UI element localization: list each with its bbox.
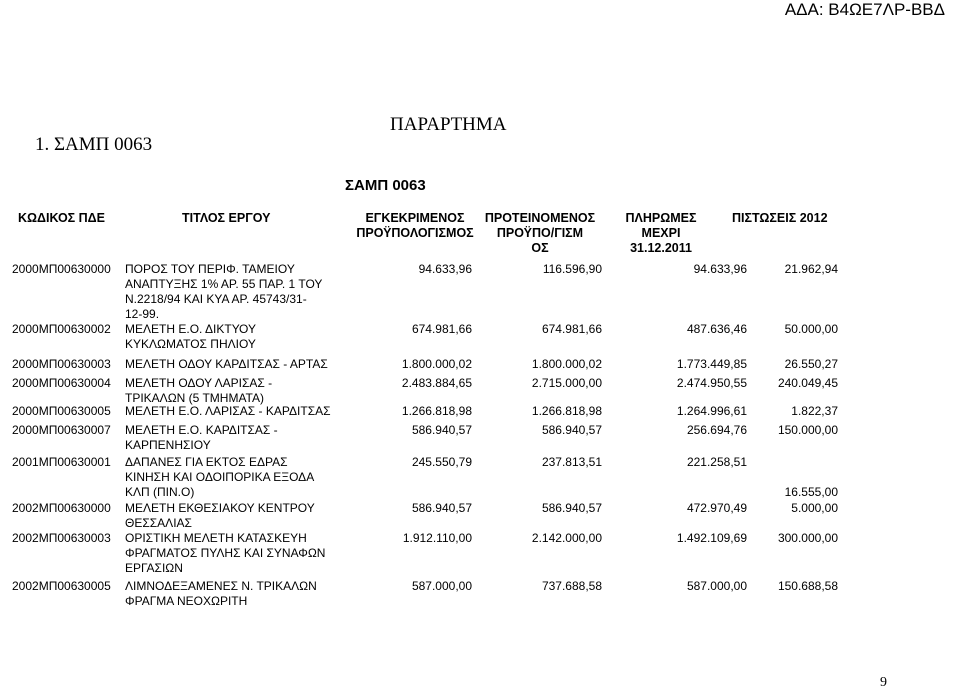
row-code: 2000ΜΠ00630002 (12, 322, 111, 336)
row-code: 2000ΜΠ00630000 (12, 262, 111, 276)
row-approved: 586.940,57 (411, 501, 472, 515)
row-title-line: ΜΕΛΕΤΗ Ε.Ο. ΔΙΚΤΥΟΥ (125, 322, 256, 336)
header-payments-line: ΠΛΗΡΩΜΕΣ (625, 211, 697, 225)
row-payments: 221.258,51 (686, 455, 747, 469)
row-title-line: ΜΕΛΕΤΗ ΕΚΘΕΣΙΑΚΟΥ ΚΕΝΤΡΟΥ (125, 501, 315, 515)
row-title-line: ΤΡΙΚΑΛΩΝ (5 ΤΜΗΜΑΤΑ) (125, 391, 264, 405)
row-title-line: ΚΙΝΗΣΗ ΚΑΙ ΟΔΟΙΠΟΡΙΚΑ ΕΞΟΔΑ (125, 470, 315, 484)
row-approved: 586.940,57 (411, 423, 472, 437)
row-title (125, 501, 340, 531)
page-number: 9 (880, 675, 887, 690)
row-proposed: 674.981,66 (541, 322, 602, 336)
row-approved: 587.000,00 (411, 579, 472, 593)
row-code: 2001ΜΠ00630001 (12, 455, 111, 469)
row-title (125, 579, 340, 609)
row-credits: 300.000,00 (777, 531, 838, 545)
row-payments: 1.492.109,69 (676, 531, 747, 545)
row-payments: 1.264.996,61 (676, 404, 747, 418)
row-title (125, 357, 340, 372)
row-title-line: ΚΥΚΛΩΜΑΤΟΣ ΠΗΛΙΟΥ (125, 337, 256, 351)
row-title-line: ΚΛΠ (ΠΙΝ.Ο) (125, 485, 195, 499)
row-title (125, 455, 340, 500)
row-title-line: ΔΑΠΑΝΕΣ ΓΙΑ ΕΚΤΟΣ ΕΔΡΑΣ (125, 455, 288, 469)
row-title-line: ΜΕΛΕΤΗ Ε.Ο. ΚΑΡΔΙΤΣΑΣ - (125, 423, 278, 437)
row-proposed: 116.596,90 (542, 262, 602, 276)
row-proposed: 2.142.000,00 (531, 531, 602, 545)
row-code: 2002ΜΠ00630000 (12, 501, 111, 515)
row-code: 2000ΜΠ00630005 (12, 404, 111, 418)
table-title: ΣΑΜΠ 0063 (345, 177, 426, 194)
header-approved (356, 211, 474, 241)
row-code: 2000ΜΠ00630003 (12, 357, 111, 371)
row-title-line: ΚΑΡΠΕΝΗΣΙΟΥ (125, 438, 211, 452)
header-credits: ΠΙΣΤΩΣΕΙΣ 2012 (732, 211, 828, 225)
row-title (125, 531, 340, 576)
row-title-line: Ν.2218/94 ΚΑΙ ΚΥΑ ΑΡ. 45743/31- (125, 292, 307, 306)
row-payments: 587.000,00 (686, 579, 747, 593)
header-code: ΚΩΔΙΚΟΣ ΠΔΕ (18, 211, 106, 225)
row-credits: 21.962,94 (784, 262, 838, 276)
header-proposed-line: ΠΡΟΫΠΟ/ΓΙΣΜ (496, 226, 584, 240)
row-payments: 472.970,49 (686, 501, 747, 515)
row-proposed: 586.940,57 (541, 501, 602, 515)
row-credits: 240.049,45 (777, 376, 838, 390)
row-credits: 26.550,27 (784, 357, 838, 371)
row-code: 2000ΜΠ00630004 (12, 376, 111, 390)
row-proposed: 1.266.818,98 (531, 404, 602, 418)
row-title-line: ΦΡΑΓΜΑ ΝΕΟΧΩΡΙΤΗ (125, 594, 248, 608)
row-payments: 94.633,96 (693, 262, 747, 276)
row-title-line: ΟΡΙΣΤΙΚΗ ΜΕΛΕΤΗ ΚΑΤΑΣΚΕΥΗ (125, 531, 307, 545)
row-title-line: ΠΟΡΟΣ ΤΟΥ ΠΕΡΙΦ. ΤΑΜΕΙΟΥ (125, 262, 295, 276)
row-approved: 94.633,96 (418, 262, 472, 276)
row-approved: 674.981,66 (411, 322, 472, 336)
row-title (125, 322, 340, 352)
ada-code: ΑΔΑ: Β4ΩΕ7ΛΡ-ΒΒΔ (784, 0, 945, 19)
row-credits: 150.688,58 (777, 579, 838, 593)
row-title (125, 376, 340, 406)
row-approved: 2.483.884,65 (401, 376, 472, 390)
row-proposed: 737.688,58 (541, 579, 602, 593)
row-title-line: ΦΡΑΓΜΑΤΟΣ ΠΥΛΗΣ ΚΑΙ ΣΥΝΑΦΩΝ (125, 546, 326, 560)
row-code: 2002ΜΠ00630005 (12, 579, 111, 593)
row-approved: 1.912.110,00 (402, 531, 472, 545)
row-title-line: ΑΝΑΠΤΥΞΗΣ 1% ΑΡ. 55 ΠΑΡ. 1 ΤΟΥ (125, 277, 323, 291)
row-approved: 1.800.000,02 (401, 357, 472, 371)
section-heading: 1. ΣΑΜΠ 0063 (35, 134, 153, 155)
row-proposed: 2.715.000,00 (531, 376, 602, 390)
row-payments: 256.694,76 (686, 423, 747, 437)
row-code: 2000ΜΠ00630007 (12, 423, 111, 437)
row-proposed: 586.940,57 (541, 423, 602, 437)
row-proposed: 237.813,51 (541, 455, 602, 469)
row-credits: 5.000,00 (791, 501, 838, 515)
header-proposed (481, 211, 599, 256)
row-title (125, 262, 340, 322)
row-payments: 2.474.950,55 (676, 376, 747, 390)
header-approved-line: ΠΡΟΫΠΟΛΟΓΙΣΜΟΣ (356, 226, 474, 240)
header-payments (616, 211, 706, 256)
row-code: 2002ΜΠ00630003 (12, 531, 111, 545)
row-title-line: ΜΕΛΕΤΗ Ε.Ο. ΛΑΡΙΣΑΣ - ΚΑΡΔΙΤΣΑΣ (125, 404, 331, 418)
row-title-line: ΘΕΣΣΑΛΙΑΣ (125, 516, 192, 530)
row-title-line: 12-99. (125, 307, 160, 321)
row-title (125, 404, 340, 419)
row-payments: 1.773.449,85 (676, 357, 747, 371)
row-approved: 245.550,79 (411, 455, 472, 469)
row-title-line: ΛΙΜΝΟΔΕΞΑΜΕΝΕΣ Ν. ΤΡΙΚΑΛΩΝ (125, 579, 317, 593)
header-payments-line: 31.12.2011 (630, 241, 692, 255)
row-title (125, 423, 340, 453)
header-title: ΤΙΤΛΟΣ ΕΡΓΟΥ (182, 211, 271, 225)
row-title-line: ΕΡΓΑΣΙΩΝ (125, 561, 183, 575)
row-approved: 1.266.818,98 (401, 404, 472, 418)
row-proposed: 1.800.000,02 (531, 357, 602, 371)
header-proposed-line: ΠΡΟΤΕΙΝΟΜΕΝΟΣ (484, 211, 596, 225)
row-credits: 50.000,00 (784, 322, 838, 336)
row-payments: 487.636,46 (686, 322, 747, 336)
header-payments-line: ΜΕΧΡΙ (641, 226, 681, 240)
row-credits: 16.555,00 (784, 485, 838, 499)
row-credits: 1.822,37 (791, 404, 838, 418)
header-proposed-line: ΟΣ (531, 241, 549, 255)
header-approved-line: ΕΓΚΕΚΡΙΜΕΝΟΣ (365, 211, 465, 225)
row-credits: 150.000,00 (777, 423, 838, 437)
row-title-line: ΜΕΛΕΤΗ ΟΔΟΥ ΛΑΡΙΣΑΣ - (125, 376, 273, 390)
row-title-line: ΜΕΛΕΤΗ ΟΔΟΥ ΚΑΡΔΙΤΣΑΣ - ΑΡΤΑΣ (125, 357, 328, 371)
annex-title: ΠΑΡΑΡΤΗΜΑ (390, 114, 507, 135)
